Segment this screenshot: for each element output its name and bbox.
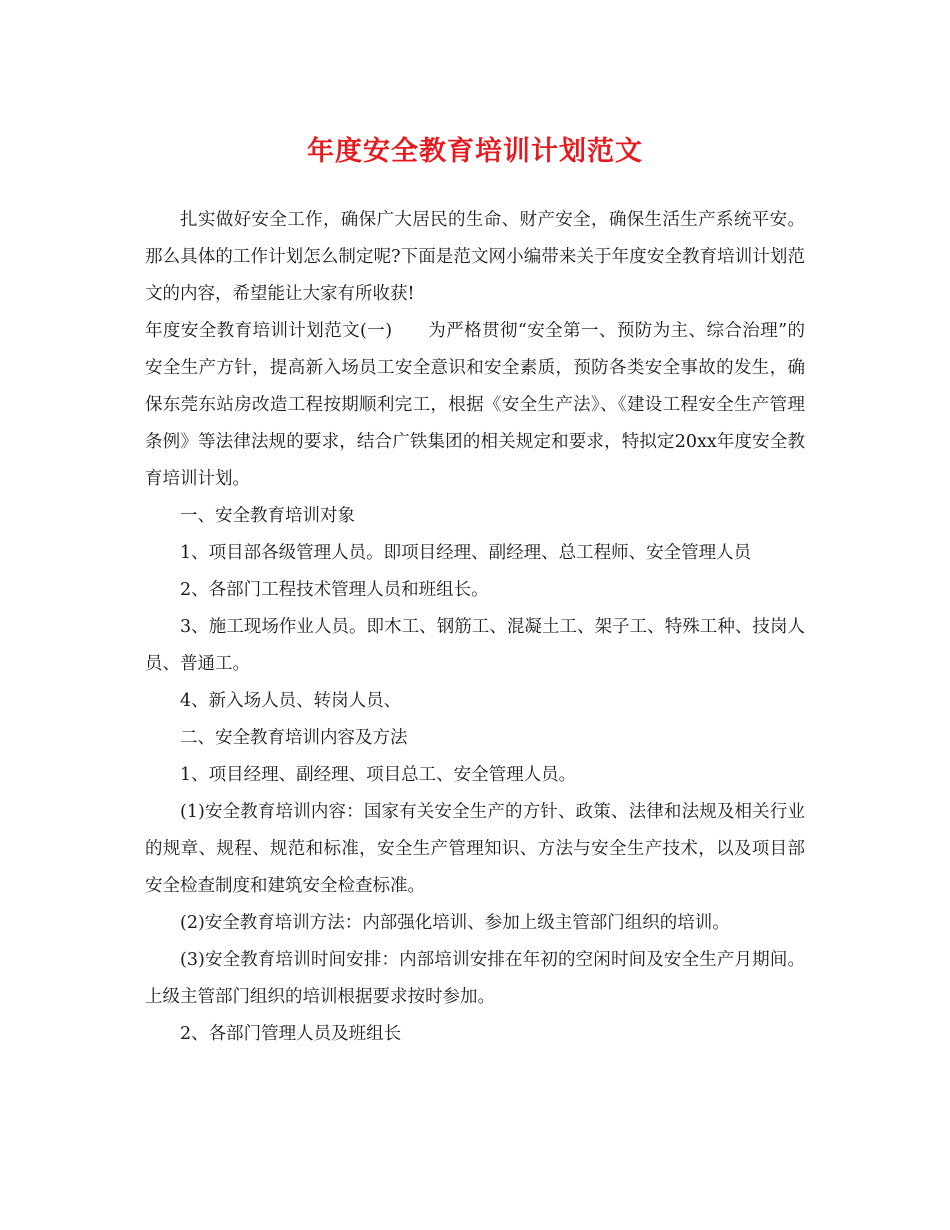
list-item: 1、项目部各级管理人员。即项目经理、副经理、总工程师、安全管理人员 (180, 543, 752, 563)
sub-item-paragraph: (2)安全教育培训方法：内部强化培训、参加上级主管部门组织的培训。 (180, 913, 730, 933)
list-item: 2、各部门工程技术管理人员和班组长。 (180, 580, 489, 600)
intro-paragraph: 扎实做好安全工作，确保广大居民的生命、财产安全，确保生活生产系统平安。那么具体的工作计划怎么制定呢?下面是范文网小编带来关于年度安全教育培训计划范文的内容，希望能让大家有所收获! (145, 210, 805, 304)
section-heading-content-methods: 二、安全教育培训内容及方法 (180, 728, 408, 748)
list-item: 4、新入场人员、转岗人员、 (180, 691, 402, 711)
section-heading-targets: 一、安全教育培训对象 (180, 506, 355, 526)
list-item: 1、项目经理、副经理、项目总工、安全管理人员。 (180, 765, 577, 785)
sub-item-paragraph: (3)安全教育培训时间安排：内部培训安排在年初的空闲时间及安全生产月期间。上级主管部门组织的培训根据要求按时参加。 (145, 950, 805, 1007)
document-body (145, 202, 805, 1053)
document-title: 年度安全教育培训计划范文 (307, 136, 643, 167)
sample-one-paragraph: 年度安全教育培训计划范文(一) 为严格贯彻“安全第一、预防为主、综合治理”的安全生产方针，提高新入场员工安全意识和安全素质，预防各类安全事故的发生，确保东莞东站房改造工程按期顺利完工，根据《安全生产法》、《建设工程安全生产管理条例》等法律法规的要求，结合广铁集团的相关规定和要求，特拟定20xx年度安全教育培训计划。 (145, 321, 805, 489)
list-item: 3、施工现场作业人员。即木工、钢筋工、混凝土工、架子工、特殊工种、技岗人员、普通工。 (145, 617, 805, 674)
sub-item-paragraph: (1)安全教育培训内容：国家有关安全生产的方针、政策、法律和法规及相关行业的规章、规程、规范和标准，安全生产管理知识、方法与安全生产技术，以及项目部安全检查制度和建筑安全检查标准。 (145, 802, 805, 896)
list-item: 2、各部门管理人员及班组长 (180, 1024, 402, 1044)
